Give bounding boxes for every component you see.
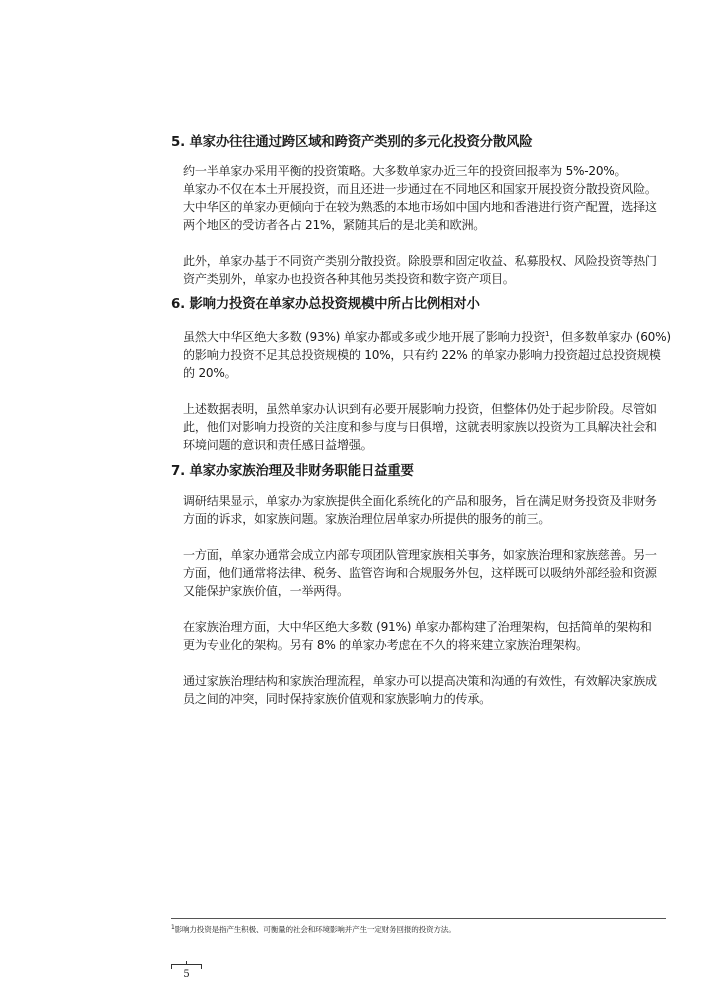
text-line: 通过家族治理结构和家族治理流程，单家办可以提高决策和沟通的有效性，有效解决家族成 <box>183 674 657 688</box>
text-line: 员之间的冲突，同时保持家族价值观和家族影响力的传承。 <box>183 692 491 706</box>
section-heading: 5. 单家办往往通过跨区域和跨资产类别的多元化投资分散风险 <box>171 135 533 150</box>
footnote-reference[interactable]: 1 <box>545 330 550 338</box>
paragraph <box>183 618 667 654</box>
section-6 <box>171 295 671 454</box>
footnote-text: 影响力投资是指产生积极、可衡量的社会和环境影响并产生一定财务回报的投资方法。 <box>174 925 456 934</box>
paragraph <box>183 162 667 234</box>
text-line: 的 20%。 <box>183 366 237 380</box>
text-line: 一方面，单家办通常会成立内部专项团队管理家族相关事务，如家族治理和家族慈善。另一 <box>183 548 657 562</box>
page-number-frame <box>171 964 202 985</box>
text-line: 环境问题的意识和责任感日益增强。 <box>183 438 373 452</box>
paragraph <box>183 546 667 600</box>
paragraph <box>183 672 667 708</box>
paragraph <box>183 252 667 288</box>
text-line: 此，他们对影响力投资的关注度和参与度与日俱增，这就表明家族以投资为工具解决社会和 <box>183 420 657 434</box>
text-line: 单家办不仅在本土开展投资，而且还进一步通过在不同地区和国家开展投资分散投资风险。 <box>183 182 657 196</box>
paragraph <box>183 328 671 382</box>
footnote-divider <box>171 918 666 919</box>
text-line: 又能保护家族价值，一举两得。 <box>183 584 349 598</box>
text-line: 的影响力投资不足其总投资规模的 10%，只有约 22% 的单家办影响力投资超过总投资规模 <box>183 348 661 362</box>
text-line: 更为专业化的架构。另有 8% 的单家办考虑在不久的将来建立家族治理架构。 <box>183 638 588 652</box>
text-line: 此外，单家办基于不同资产类别分散投资。除股票和固定收益、私募股权、风险投资等热门 <box>183 254 657 268</box>
paragraph <box>183 492 667 528</box>
text-line: 调研结果显示，单家办为家族提供全面化系统化的产品和服务，旨在满足财务投资及非财务 <box>183 494 657 508</box>
section-heading: 7. 单家办家族治理及非财务职能日益重要 <box>171 464 414 479</box>
text-fragment: 虽然大中华区绝大多数 (93%) 单家办都或多或少地开展了影响力投资 <box>183 330 546 344</box>
footnote-mark: 1 <box>171 924 175 931</box>
paragraph <box>183 400 667 454</box>
text-line <box>183 328 671 346</box>
footnote <box>171 924 456 936</box>
text-line: 资产类别外，单家办也投资各种其他另类投资和数字资产项目。 <box>183 272 515 286</box>
text-line: 约一半单家办采用平衡的投资策略。大多数单家办近三年的投资回报率为 5%-20%。 <box>183 164 627 178</box>
section-7 <box>171 462 671 708</box>
text-line: 大中华区的单家办更倾向于在较为熟悉的本地市场如中国内地和香港进行资产配置，选择这 <box>183 200 657 214</box>
page-number: 5 <box>183 969 190 980</box>
section-heading: 6. 影响力投资在单家办总投资规模中所占比例相对小 <box>171 297 480 312</box>
text-line: 上述数据表明，虽然单家办认识到有必要开展影响力投资，但整体仍处于起步阶段。尽管如 <box>183 402 657 416</box>
text-line: 方面，他们通常将法律、税务、监管咨询和合规服务外包，这样既可以吸纳外部经验和资源 <box>183 566 657 580</box>
text-line: 在家族治理方面，大中华区绝大多数 (91%) 单家办都构建了治理架构，包括简单的架构和 <box>183 620 652 634</box>
text-line: 两个地区的受访者各占 21%，紧随其后的是北美和欧洲。 <box>183 218 486 232</box>
section-5 <box>171 133 671 288</box>
text-line: 方面的诉求，如家族问题。家族治理位居单家办所提供的服务的前三。 <box>183 512 551 526</box>
text-fragment: ，但多数单家办 (60%) <box>549 330 671 344</box>
